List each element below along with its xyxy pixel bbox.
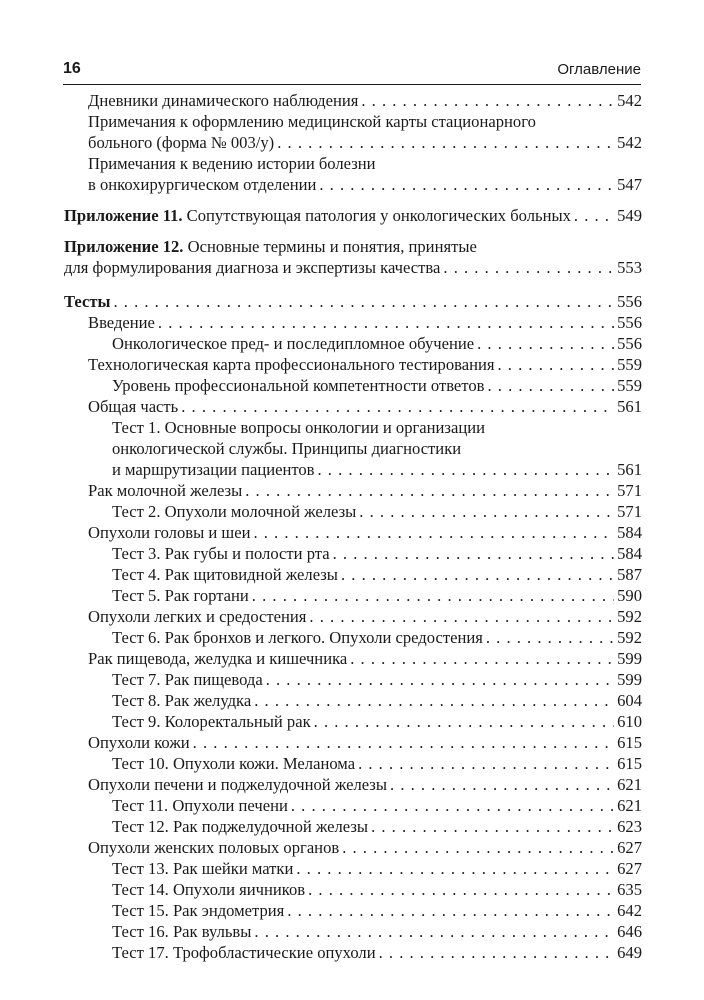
dot-leader <box>486 627 614 648</box>
toc-entry[interactable] <box>64 111 642 153</box>
dot-leader <box>318 459 615 480</box>
toc-entry-title: Опухоли женских половых органов <box>88 838 340 857</box>
toc-entry-title: Тест 10. Опухоли кожи. Меланома <box>112 754 356 773</box>
toc-entry-title: Тест 17. Трофобластические опухоли <box>112 943 376 962</box>
toc-entry[interactable] <box>64 396 642 417</box>
dot-leader <box>379 942 615 963</box>
toc-entry-title: Технологическая карта профессионального тестирования <box>88 355 495 374</box>
toc-entry[interactable] <box>64 648 642 669</box>
dot-leader <box>245 480 614 501</box>
toc-page-number: 571 <box>617 502 642 521</box>
running-title: Оглавление <box>557 61 641 78</box>
toc-page-number: 561 <box>617 397 642 416</box>
toc-page-number: 610 <box>617 712 642 731</box>
toc-entry-title: Уровень профессиональной компетентности ответов <box>112 376 485 395</box>
toc-entry-title: Рак пищевода, желудка и кишечника <box>88 649 348 668</box>
toc-entry-title: Общая часть <box>88 397 179 416</box>
toc-entry-title: Тест 6. Рак бронхов и легкого. Опухоли средостения <box>112 628 483 647</box>
toc-entry[interactable] <box>64 333 642 354</box>
dot-leader <box>277 132 614 153</box>
dot-leader <box>342 837 614 858</box>
dot-leader <box>390 774 614 795</box>
toc-entry-title: Тест 9. Колоректальный рак <box>112 712 311 731</box>
toc-page-number: 547 <box>617 175 642 194</box>
dot-leader <box>113 291 614 312</box>
dot-leader <box>309 606 614 627</box>
toc-entry-title: Тест 16. Рак вульвы <box>112 922 252 941</box>
toc-entry-title: Тест 13. Рак шейки матки <box>112 859 294 878</box>
toc-entry-title: Опухоли легких и средостения <box>88 607 307 626</box>
toc-page-number: 635 <box>617 880 642 899</box>
toc-entry[interactable] <box>64 837 642 858</box>
toc-entry-title: Тест 4. Рак щитовидной железы <box>112 565 338 584</box>
toc-entry[interactable] <box>64 942 642 963</box>
toc-page-number: 646 <box>617 922 642 941</box>
toc-page-number: 590 <box>617 586 642 605</box>
toc-entry[interactable] <box>64 669 642 690</box>
toc-entry[interactable] <box>64 732 642 753</box>
toc-entry-title: Тест 5. Рак гортани <box>112 586 249 605</box>
dot-leader <box>266 669 614 690</box>
toc-entry-appendix-12[interactable] <box>64 236 642 278</box>
toc-page-number: 621 <box>617 796 642 815</box>
toc-page-number: 587 <box>617 565 642 584</box>
toc-page-number: 559 <box>617 355 642 374</box>
page-header <box>63 58 641 85</box>
dot-leader <box>314 711 614 732</box>
toc-entry[interactable] <box>64 501 642 522</box>
toc-entry-title: Тест 3. Рак губы и полости рта <box>112 544 330 563</box>
toc-entry[interactable] <box>64 375 642 396</box>
toc-page-number: 553 <box>617 258 642 277</box>
appendix-label: Приложение 11. <box>64 206 183 225</box>
dot-leader <box>574 205 614 226</box>
toc-entry[interactable] <box>64 585 642 606</box>
dot-leader <box>254 921 614 942</box>
dot-leader <box>319 174 614 195</box>
toc-entry[interactable] <box>64 606 642 627</box>
toc-entry[interactable] <box>64 690 642 711</box>
toc-page-number: 599 <box>617 649 642 668</box>
toc-entry-title-line: Примечания к ведению истории болезни <box>88 154 376 173</box>
toc-page-number: 584 <box>617 523 642 542</box>
toc-entry[interactable] <box>64 627 642 648</box>
dot-leader <box>498 354 615 375</box>
toc-page-number: 592 <box>617 607 642 626</box>
toc-page-number: 549 <box>617 206 642 225</box>
toc-entry[interactable] <box>64 543 642 564</box>
toc-page-number: 556 <box>617 292 642 311</box>
toc-entry-title: Введение <box>88 313 155 332</box>
tests-label: Тесты <box>64 292 111 311</box>
toc-items-list <box>64 312 642 963</box>
dot-leader <box>333 543 615 564</box>
dot-leader <box>341 564 614 585</box>
toc-entry-title-line: Основные термины и понятия, принятые <box>183 237 477 256</box>
toc-page-number: 604 <box>617 691 642 710</box>
toc-page-number: 627 <box>617 859 642 878</box>
toc-entry-title: Тест 2. Опухоли молочной железы <box>112 502 357 521</box>
dot-leader <box>296 858 614 879</box>
dot-leader <box>253 522 614 543</box>
dot-leader <box>193 732 614 753</box>
dot-leader <box>361 90 614 111</box>
toc-page-number: 599 <box>617 670 642 689</box>
toc-page-number: 571 <box>617 481 642 500</box>
toc-page-number: 561 <box>617 460 642 479</box>
toc-entry-title: для формулирования диагноза и экспертизы качества <box>64 258 441 277</box>
toc-page-number: 621 <box>617 775 642 794</box>
dot-leader <box>291 795 614 816</box>
toc-entry-title: Опухоли головы и шеи <box>88 523 251 542</box>
toc-entry-title: Тест 8. Рак желудка <box>112 691 252 710</box>
toc-entry[interactable] <box>64 753 642 774</box>
toc-entry[interactable] <box>64 816 642 837</box>
toc-entry-title: и маршрутизации пациентов <box>112 460 315 479</box>
toc-entry[interactable] <box>64 900 642 921</box>
toc-entry-title: Опухоли кожи <box>88 733 190 752</box>
toc-entry[interactable] <box>64 774 642 795</box>
toc-entry-title: Тест 15. Рак эндометрия <box>112 901 285 920</box>
toc-page-number: 559 <box>617 376 642 395</box>
appendix-label: Приложение 12. <box>64 237 184 256</box>
toc-page-number: 627 <box>617 838 642 857</box>
toc-entry[interactable] <box>64 858 642 879</box>
toc-page-number: 649 <box>617 943 642 962</box>
dot-leader <box>487 375 614 396</box>
toc-entry[interactable] <box>64 153 642 195</box>
toc-entry[interactable] <box>64 795 642 816</box>
toc-entry-title: больного (форма № 003/у) <box>88 133 275 152</box>
toc-page-number: 542 <box>617 133 642 152</box>
toc-entry-title: Тест 14. Опухоли яичников <box>112 880 306 899</box>
toc-entry-title: Опухоли печени и поджелудочной железы <box>88 775 388 794</box>
toc-entry-title: Тест 11. Опухоли печени <box>112 796 288 815</box>
dot-leader <box>158 312 614 333</box>
dot-leader <box>181 396 614 417</box>
toc-page-number: 615 <box>617 733 642 752</box>
toc-entry[interactable] <box>64 522 642 543</box>
toc-entry-tests[interactable] <box>64 291 642 312</box>
dot-leader <box>350 648 614 669</box>
toc-entry-title: Тест 7. Рак пищевода <box>112 670 263 689</box>
toc-entry-title: Рак молочной железы <box>88 481 243 500</box>
toc-entry[interactable] <box>64 564 642 585</box>
dot-leader <box>477 333 614 354</box>
toc-page-number: 556 <box>617 313 642 332</box>
toc-entry[interactable] <box>64 417 642 480</box>
toc-entry[interactable] <box>64 312 642 333</box>
toc-entry-title-line: Примечания к оформлению медицинской карты стационарного <box>88 112 536 131</box>
dot-leader <box>358 753 614 774</box>
dot-leader <box>359 501 614 522</box>
dot-leader <box>443 257 614 278</box>
table-of-contents <box>64 90 642 963</box>
toc-page-number: 556 <box>617 334 642 353</box>
page-number: 16 <box>63 60 81 77</box>
dot-leader <box>371 816 614 837</box>
toc-entry[interactable] <box>64 354 642 375</box>
toc-entry[interactable] <box>64 921 642 942</box>
toc-page-number: 584 <box>617 544 642 563</box>
toc-entry-title-line: онкологической службы. Принципы диагностики <box>112 439 462 458</box>
toc-entry-title: Дневники динамического наблюдения <box>88 91 359 110</box>
toc-page-number: 642 <box>617 901 642 920</box>
toc-entry-title: Тест 12. Рак поджелудочной железы <box>112 817 369 836</box>
toc-page-number: 623 <box>617 817 642 836</box>
toc-entry[interactable] <box>64 711 642 732</box>
toc-entry[interactable] <box>64 480 642 501</box>
toc-entry-appendix-11[interactable] <box>64 205 642 226</box>
toc-entry-title: Онкологическое пред- и последипломное обучение <box>112 334 475 353</box>
toc-entry[interactable] <box>64 90 642 111</box>
toc-page-number: 542 <box>617 91 642 110</box>
toc-entry-title: Сопутствующая патология у онкологических больных <box>182 206 571 225</box>
dot-leader <box>287 900 614 921</box>
toc-entry[interactable] <box>64 879 642 900</box>
toc-page-number: 615 <box>617 754 642 773</box>
toc-entry-title-line: Тест 1. Основные вопросы онкологии и организации <box>112 418 485 437</box>
dot-leader <box>254 690 614 711</box>
toc-entry-title: в онкохирургическом отделении <box>88 175 317 194</box>
toc-page-number: 592 <box>617 628 642 647</box>
dot-leader <box>308 879 614 900</box>
dot-leader <box>252 585 614 606</box>
